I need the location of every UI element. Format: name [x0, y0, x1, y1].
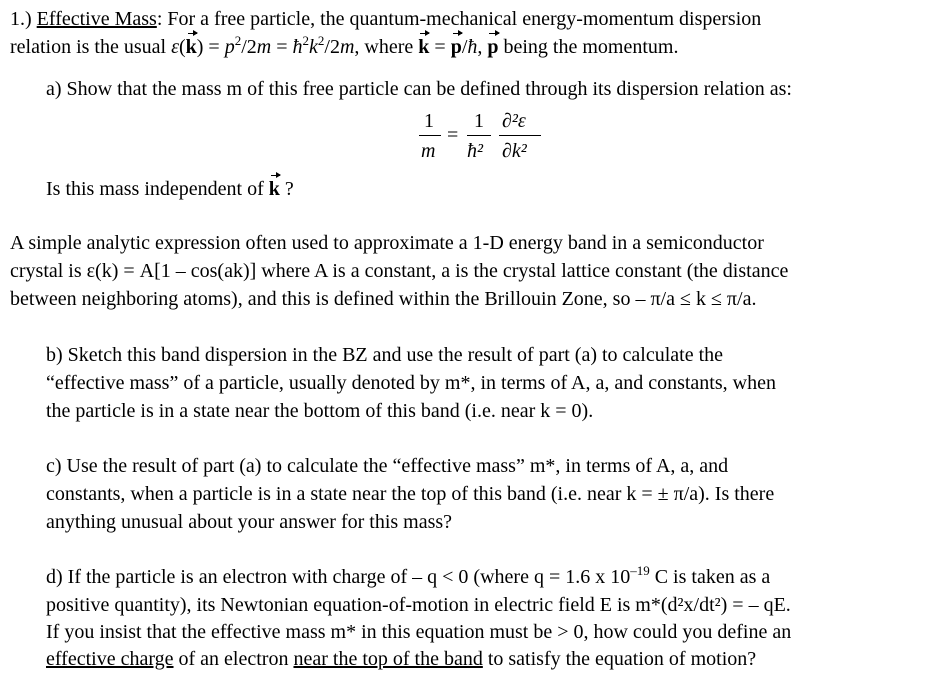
eq-num-right: 1 — [474, 110, 484, 132]
eq-fraction-bar-deriv — [499, 135, 541, 136]
part-b-line-1: b) Sketch this band dispersion in the BZ and use the result of part (a) to calculate the — [46, 344, 724, 366]
band-line-1: A simple analytic expression often used to approximate a 1-D energy band in a semiconductor — [10, 232, 764, 254]
part-a-text: a) Show that the mass m of this free particle can be defined through its dispersion relation as: — [46, 78, 792, 100]
intro-line-1: : For a free particle, the quantum-mechanical energy-momentum dispersion — [156, 8, 762, 30]
part-d-line-2: positive quantity), its Newtonian equation-of-motion in electric field E is m*(d²x/dt²) = – qE. — [46, 594, 791, 616]
part-c-line-2: constants, when a particle is in a state near the top of this band (i.e. near k = ± π/a). Is there — [46, 483, 775, 505]
part-b-line-2: “effective mass” of a particle, usually denoted by m*, in terms of A, a, and constants, when — [46, 372, 776, 394]
effective-charge-term: effective charge — [46, 648, 174, 670]
part-d-line-3: If you insist that the effective mass m* in this equation must be > 0, how could you define an — [46, 621, 792, 643]
eq-num-left: 1 — [424, 110, 434, 132]
part-d-line-4: effective charge of an electron near the top of the band to satisfy the equation of motion? — [46, 648, 757, 670]
eq-equals: = — [447, 124, 459, 146]
band-line-2: crystal is ε(k) = A[1 – cos(ak)] where A is a constant, a is the crystal lattice constant (the distance — [10, 260, 789, 282]
eq-den-left: m — [421, 140, 436, 162]
eq-fraction-bar-left — [419, 135, 441, 136]
band-top-term: near the top of the band — [293, 648, 483, 670]
part-c-line-3: anything unusual about your answer for this mass? — [46, 511, 453, 533]
problem-heading-line — [10, 6, 761, 32]
part-c-line-1: c) Use the result of part (a) to calculate the “effective mass” m*, in terms of A, a, and — [46, 455, 729, 477]
problem-title: Effective Mass — [36, 8, 157, 30]
band-line-3: between neighboring atoms), and this is defined within the Brillouin Zone, so – π/a ≤ k ≤ π/a. — [10, 288, 757, 310]
eq-fraction-bar-right — [467, 135, 491, 136]
problem-number: 1.) — [10, 8, 32, 30]
eq-num-deriv: ∂²ε — [502, 110, 526, 132]
eq-den-right: ħ² — [467, 140, 483, 162]
part-a-question: Is this mass independent of k ? — [46, 178, 294, 200]
part-b-line-3: the particle is in a state near the bottom of this band (i.e. near k = 0). — [46, 400, 594, 422]
part-d-line-1: d) If the particle is an electron with charge of – q < 0 (where q = 1.6 x $10^{-19}$ C is taken as a — [46, 563, 771, 588]
intro-line-2: relation is the usual $\varepsilon(k) = p^2/2m$ = $ħ^2k^2/2m$, where k = p/ħ, p being the momentum. — [10, 33, 679, 58]
eq-den-deriv: ∂k² — [502, 140, 527, 162]
